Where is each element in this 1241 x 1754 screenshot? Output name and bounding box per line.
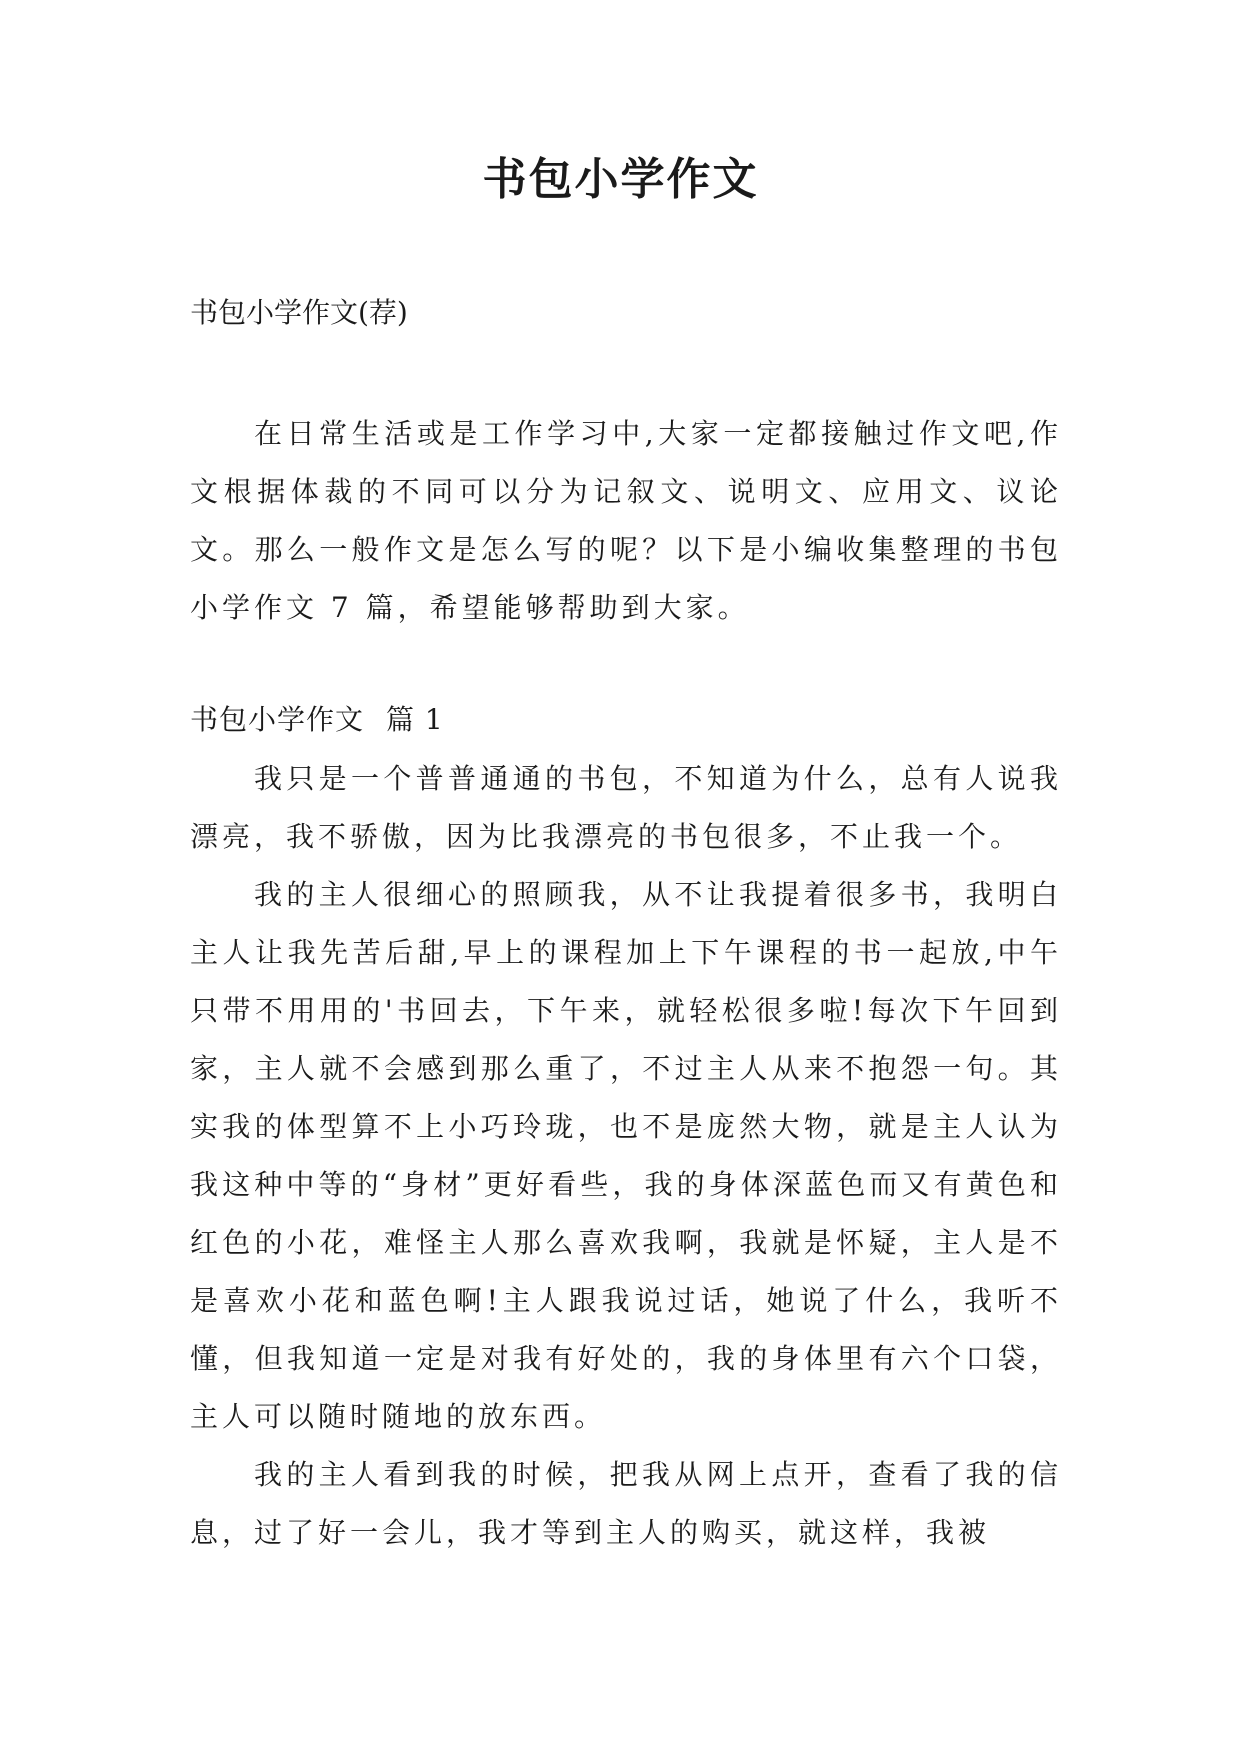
intro-paragraph: 在日常生活或是工作学习中,大家一定都接触过作文吧,作文根据体裁的不同可以分为记叙文、说明文、应用文、议论文。那么一般作文是怎么写的呢？以下是小编收集整理的书包小学作文 7 篇，希望能够帮助到大家。 <box>190 417 1062 624</box>
document-subtitle: 书包小学作文(荐) <box>190 296 408 329</box>
section-body <box>190 750 1062 1562</box>
section-heading-number: 篇 1 <box>386 703 444 736</box>
section-heading-title: 书包小学作文 <box>190 703 365 736</box>
body-paragraph: 我只是一个普普通通的书包，不知道为什么，总有人说我漂亮，我不骄傲，因为比我漂亮的书包很多，不止我一个。 <box>190 762 1062 853</box>
body-paragraph: 我的主人很细心的照顾我，从不让我提着很多书，我明白主人让我先苦后甜,早上的课程加上下午课程的书一起放,中午只带不用用的'书回去，下午来，就轻松很多啦!每次下午回到家，主人就不会感到那么重了，不过主人从来不抱怨一句。其实我的体型算不上小巧玲珑，也不是庞然大物，就是主人认为我这种中等的“身材”更好看些，我的身体深蓝色而又有黄色和红色的小花，难怪主人那么喜欢我啊，我就是怀疑，主人是不是喜欢小花和蓝色啊!主人跟我说过话，她说了什么，我听不懂，但我知道一定是对我有好处的，我的身体里有六个口袋，主人可以随时随地的放东西。 <box>190 878 1062 1433</box>
section-heading <box>190 697 444 743</box>
document-title: 书包小学作文 <box>482 154 759 205</box>
body-paragraph: 我的主人看到我的时候，把我从网上点开，查看了我的信息，过了好一会儿，我才等到主人的购买，就这样，我被 <box>190 1458 1062 1549</box>
